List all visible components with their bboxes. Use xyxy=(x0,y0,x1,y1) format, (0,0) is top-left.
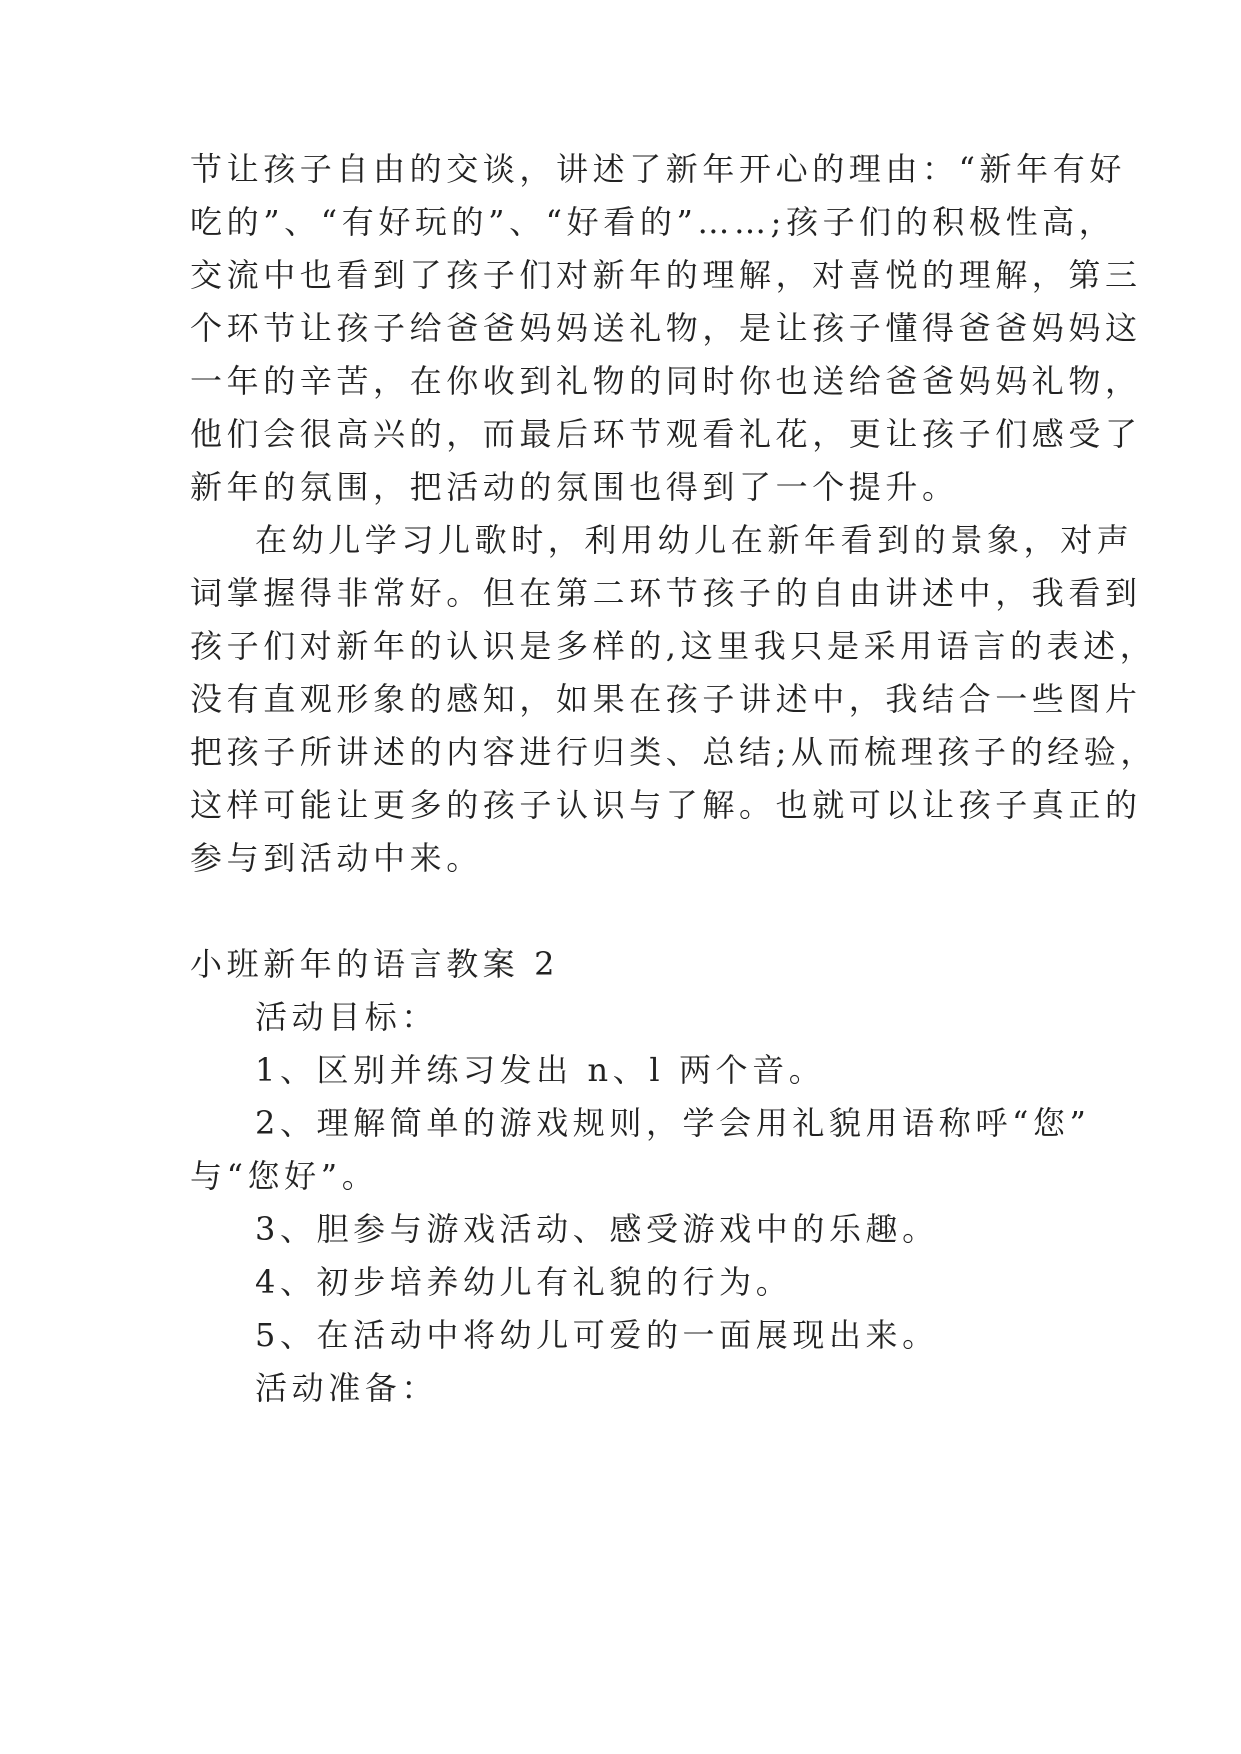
paragraph-line: 吃的”、“有好玩的”、“好看的”……;孩子们的积极性高， xyxy=(190,203,1116,241)
goal-item: 4、初步培养幼儿有礼貌的行为。 xyxy=(255,1263,793,1301)
paragraph-line: 节让孩子自由的交谈，讲述了新年开心的理由：“新年有好 xyxy=(190,150,1126,188)
paragraph-line: 孩子们对新年的认识是多样的,这里我只是采用语言的表述， xyxy=(190,627,1157,665)
paragraph-line: 新年的氛围，把活动的氛围也得到了一个提升。 xyxy=(190,468,959,506)
paragraph-line: 参与到活动中来。 xyxy=(190,839,483,877)
paragraph-line: 这样可能让更多的孩子认识与了解。也就可以让孩子真正的 xyxy=(190,786,1142,824)
goal-item: 5、在活动中将幼儿可爱的一面展现出来。 xyxy=(255,1316,939,1354)
paragraph-line: 在幼儿学习儿歌时，利用幼儿在新年看到的景象，对声 xyxy=(255,521,1134,559)
prep-heading: 活动准备： xyxy=(255,1369,439,1407)
paragraph-line: 词掌握得非常好。但在第二环节孩子的自由讲述中，我看到 xyxy=(190,574,1142,612)
goal-item: 2、理解简单的游戏规则，学会用礼貌用语称呼“您” xyxy=(255,1104,1091,1142)
paragraph-line: 一年的辛苦，在你收到礼物的同时你也送给爸爸妈妈礼物， xyxy=(190,362,1142,400)
goal-item: 1、区别并练习发出 n、l 两个音。 xyxy=(255,1051,826,1089)
goal-item-continuation: 与“您好”。 xyxy=(190,1157,379,1195)
paragraph-line: 没有直观形象的感知，如果在孩子讲述中，我结合一些图片 xyxy=(190,680,1142,718)
paragraph-line: 个环节让孩子给爸爸妈妈送礼物，是让孩子懂得爸爸妈妈这 xyxy=(190,309,1142,347)
section-title: 小班新年的语言教案 2 xyxy=(190,945,560,983)
paragraph-line: 他们会很高兴的，而最后环节观看礼花，更让孩子们感受了 xyxy=(190,415,1142,453)
goals-heading: 活动目标： xyxy=(255,998,439,1036)
paragraph-line: 把孩子所讲述的内容进行归类、总结;从而梳理孩子的经验， xyxy=(190,733,1157,771)
paragraph-line: 交流中也看到了孩子们对新年的理解，对喜悦的理解，第三 xyxy=(190,256,1142,294)
goal-item: 3、胆参与游戏活动、感受游戏中的乐趣。 xyxy=(255,1210,939,1248)
